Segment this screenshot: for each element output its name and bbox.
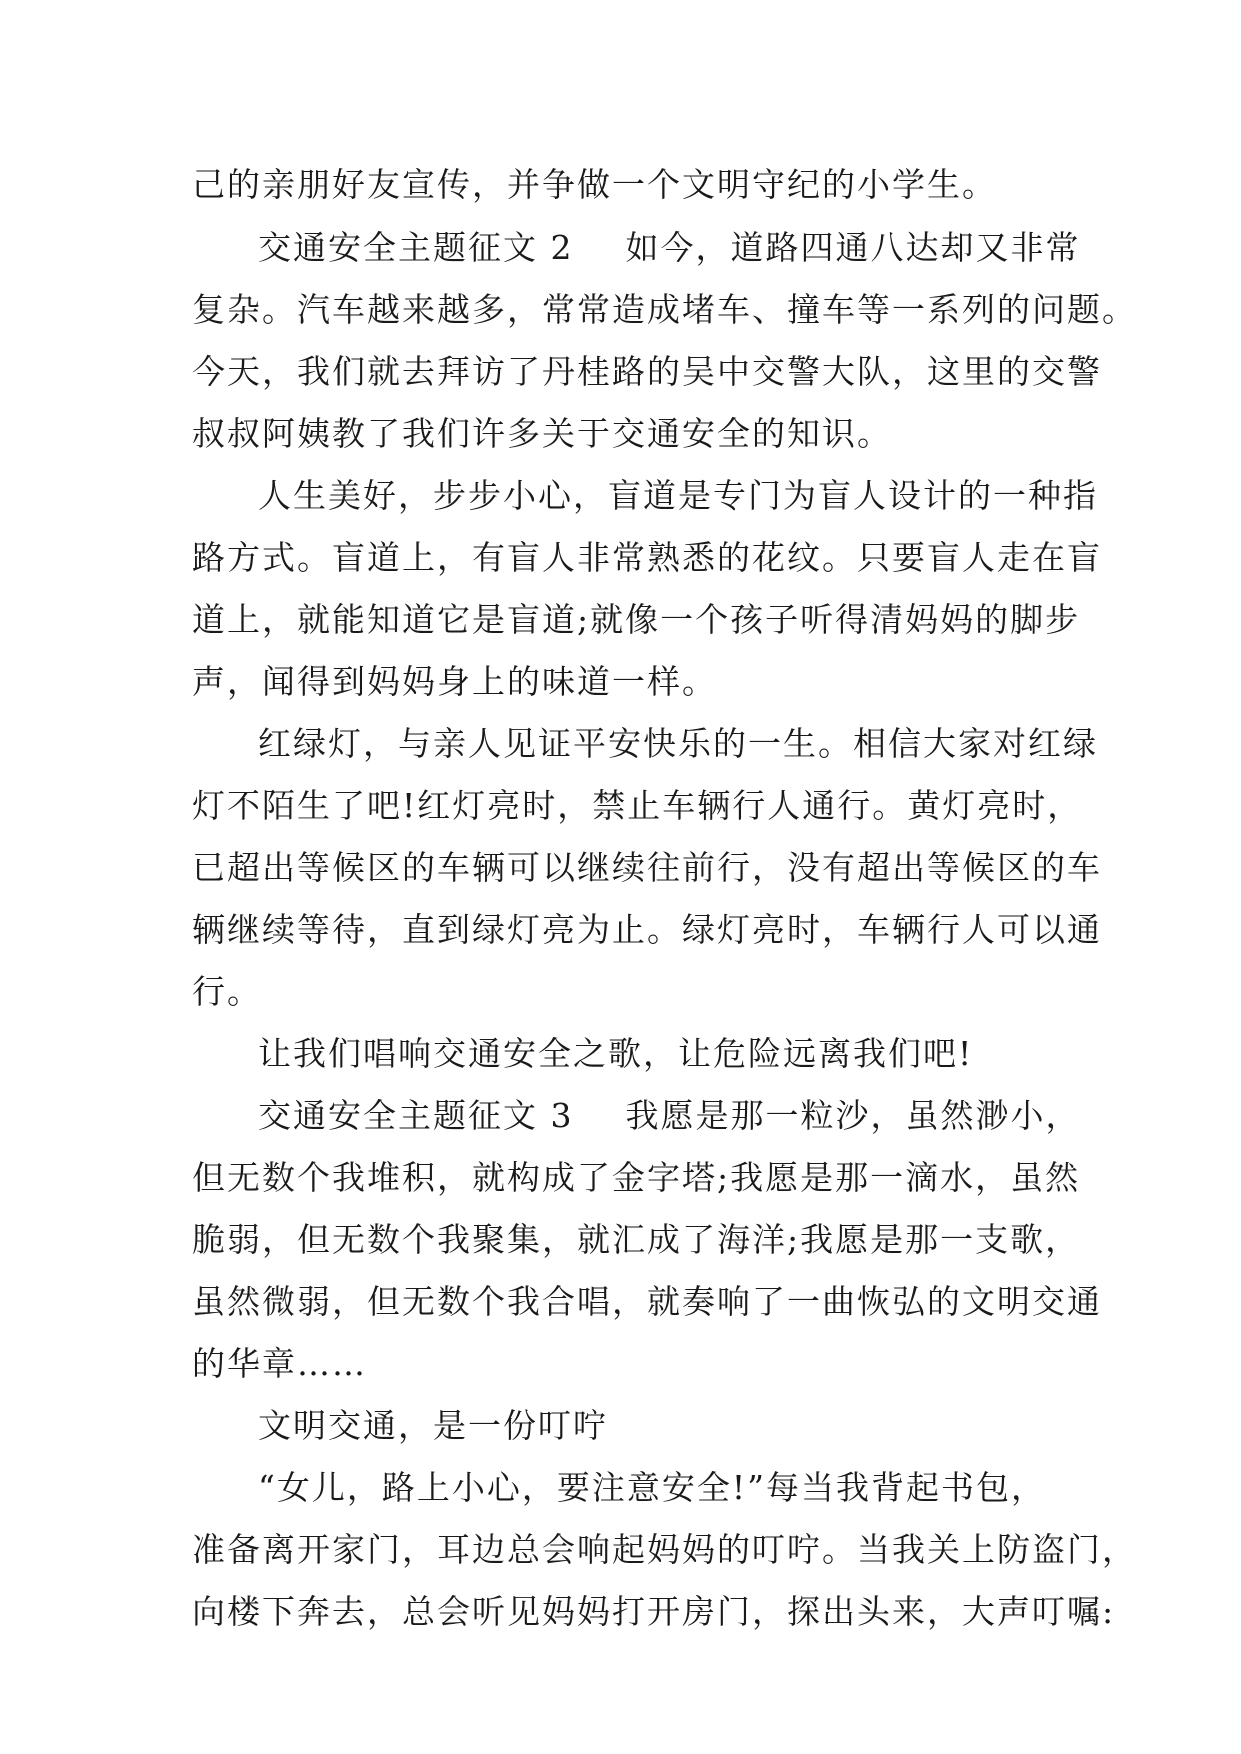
text-line: 如今，道路四通八达却又非常 — [625, 228, 1081, 267]
text-line: 向楼下奔去，总会听见妈妈打开房门，探出头来，大声叮嘱: — [192, 1592, 1116, 1631]
text-line: 道上，就能知道它是盲道;就像一个孩子听得清妈妈的脚步 — [192, 600, 1081, 639]
essay-heading-2: 交通安全主题征文 2 — [258, 228, 574, 267]
text-line: 我愿是那一粒沙，虽然渺小， — [625, 1096, 1081, 1135]
section-heading: 文明交通，是一份叮咛 — [258, 1406, 608, 1445]
text-line: 路方式。盲道上，有盲人非常熟悉的花纹。只要盲人走在盲 — [192, 538, 1102, 577]
text-line: 让我们唱响交通安全之歌，让危险远离我们吧! — [258, 1034, 974, 1073]
text-line: 人生美好，步步小心，盲道是专门为盲人设计的一种指 — [258, 476, 1098, 515]
text-line: 虽然微弱，但无数个我合唱，就奏响了一曲恢弘的文明交通 — [192, 1282, 1102, 1321]
text-line: 已超出等候区的车辆可以继续往前行，没有超出等候区的车 — [192, 848, 1102, 887]
text-line: 准备离开家门，耳边总会响起妈妈的叮咛。当我关上防盗门， — [192, 1530, 1137, 1569]
text-line: 脆弱，但无数个我聚集，就汇成了海洋;我愿是那一支歌， — [192, 1220, 1081, 1259]
text-line: 声，闻得到妈妈身上的味道一样。 — [192, 662, 717, 701]
text-line: 但无数个我堆积，就构成了金字塔;我愿是那一滴水，虽然 — [192, 1158, 1081, 1197]
text-line: 复杂。汽车越来越多，常常造成堵车、撞车等一系列的问题。 — [192, 290, 1137, 329]
essay-heading-line — [258, 228, 1081, 268]
text-line: “女儿，路上小心，要注意安全!”每当我背起书包， — [258, 1468, 1047, 1507]
text-line: 的华章…… — [192, 1344, 367, 1383]
text-line: 己的亲朋好友宣传，并争做一个文明守纪的小学生。 — [192, 165, 997, 204]
essay-heading-line — [258, 1096, 1081, 1136]
essay-heading-3: 交通安全主题征文 3 — [258, 1096, 574, 1135]
text-line: 今天，我们就去拜访了丹桂路的吴中交警大队，这里的交警 — [192, 352, 1102, 391]
text-line: 灯不陌生了吧!红灯亮时，禁止车辆行人通行。黄灯亮时， — [192, 786, 1083, 825]
text-line: 行。 — [192, 972, 262, 1011]
text-line: 叔叔阿姨教了我们许多关于交通安全的知识。 — [192, 414, 892, 453]
text-line: 红绿灯，与亲人见证平安快乐的一生。相信大家对红绿 — [258, 724, 1098, 763]
text-line: 辆继续等待，直到绿灯亮为止。绿灯亮时，车辆行人可以通 — [192, 910, 1102, 949]
